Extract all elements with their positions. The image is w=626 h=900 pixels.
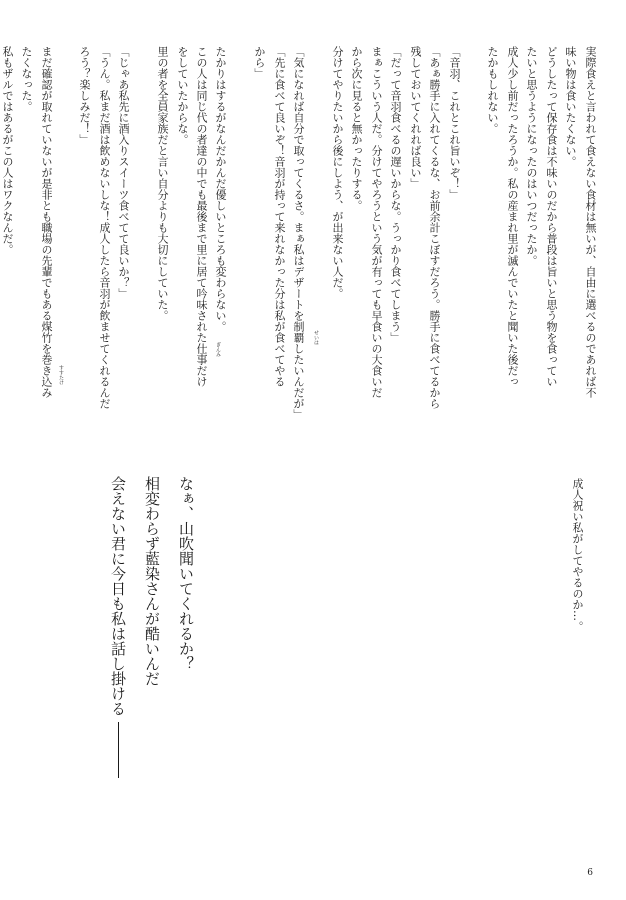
lower-body-line: 成人祝い私がしてやるのか…。 [571,478,584,632]
emphasis-line-text: 会えない君に今日も私は話し掛ける [109,476,127,716]
body-line: 実際食えと言われて食えない食材は無いが、自由に選べるのであれば不 [584,46,597,398]
body-line: たいと思うようになったのはいつだったか。 [525,46,538,266]
body-line: 「だって音羽食べるの遅いからな。うっかり食べてしまう」 [389,46,402,343]
body-line: どうしたって保存食は不味いのだから普段は旨いと思う物を食ってい [545,46,558,387]
body-line: まぁこういう人だ。分けてやろうという気が有っても早食いの大食いだ [370,46,383,398]
body-line: 「あぁ勝手に入れてくるな、お前余計こぼすだろう。勝手に食べてるから [428,46,441,409]
ruby-annotation: せいは [313,330,319,345]
body-line: 「音羽、これとこれ旨いぞ！」 [448,46,461,200]
emphasis-line [110,476,125,778]
body-line: たくなった。 [20,46,33,112]
body-line: から」 [253,46,266,79]
body-line: 残しておいてくれれば良い」 [409,46,422,189]
body-line: この人は同じ代の者達の中でも最後まで里に居て吟味された仕事だけ [195,46,208,387]
emphasis-line: なぁ、山吹聞いてくれるか？ [177,476,195,671]
ruby-annotation: ぎんみ [215,342,221,357]
body-line: まだ確認が取れていないが是非とも職場の先輩でもある煤竹を巻き込み [40,46,53,398]
body-line: 成人少し前だったろうか。私の産まれ里が滅んでいたと聞いた後だっ [506,46,519,387]
body-line: 私もザルではあるがこの人はワクなんだ。 [1,46,14,255]
body-line: 「気になれば自分で取ってくるさ。まぁ私はデザートを制覇したいんだが」 [292,46,305,420]
page-number: 6 [587,868,593,878]
body-line: ろう？楽しみだ！」 [78,46,91,145]
body-line: たかもしれない。 [486,46,499,134]
body-line: 「じゃあ私先に酒入りスイーツ食べてて良いか？」 [117,46,130,299]
body-line: 「先に食べて良いぞ！音羽が持って来れなかった分は私が食べてやる [273,46,286,387]
body-line: をしていたからな。 [176,46,189,145]
body-line: たかりはするがなんだかんだ優しいところも変わらない。 [214,46,227,332]
body-line: 分けてやりたいから後にしよう、が出来ない人だ。 [331,46,344,299]
body-line: から次に見ると無かったりする。 [350,46,363,211]
body-line: 味い物は食いたくない。 [564,46,577,167]
em-dash [118,722,119,778]
body-line: 里の者を全員家族だと言い自分よりも大切にしていた。 [156,46,169,321]
ruby-annotation: すすたけ [58,365,64,385]
emphasis-line: 相変わらず藍染さんが酷いんだ [143,476,161,686]
body-line: 「うん。私まだ酒は飲めないしな！成人したら音羽が飲ませてくれるんだ [98,46,111,409]
